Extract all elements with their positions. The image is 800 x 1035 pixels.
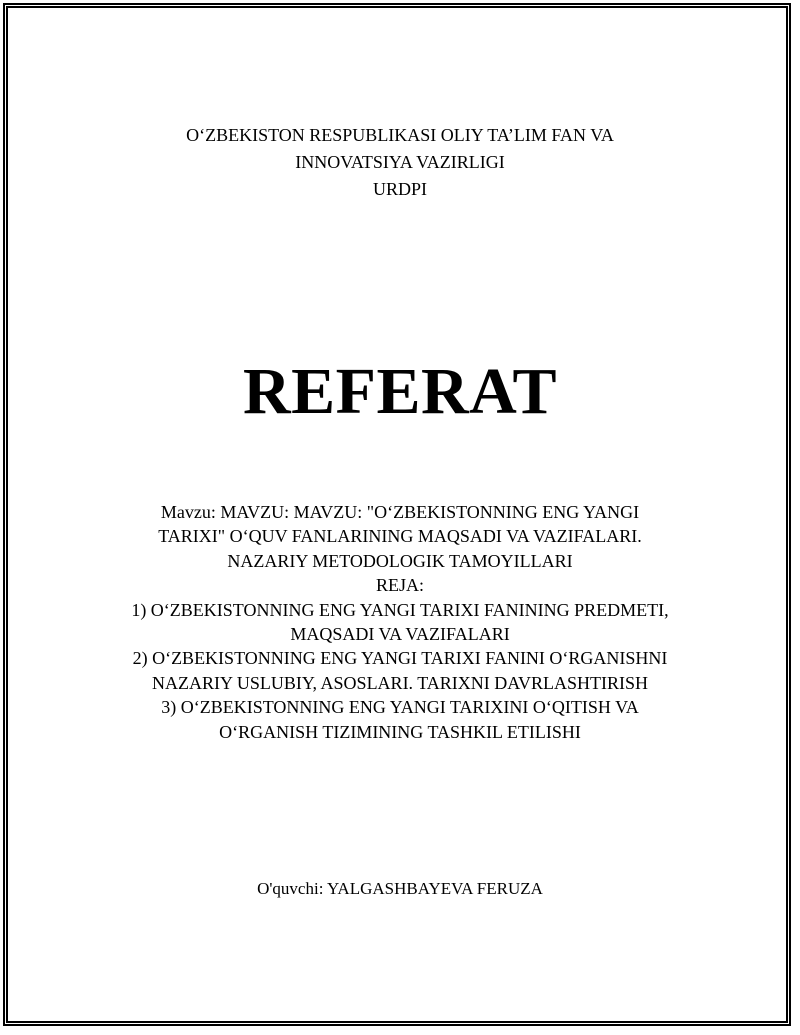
plan-item-1-line-2: MAQSADI VA VAZIFALARI: [290, 624, 510, 645]
topic-line-1: Mavzu: MAVZU: MAVZU: "O‘ZBEKISTONNING ENG YANGI: [160, 502, 640, 522]
plan-item-3-line-2: O‘RGANISH TIZIMINING TASHKIL ETILISHI: [219, 721, 581, 742]
plan-item-2-line-1: 2) O‘ZBEKISTONNING ENG YANGI TARIXI FANINI O‘RGANISHNI: [132, 648, 668, 669]
header-line-3: URDPI: [372, 179, 427, 199]
plan-item-1-line-1: 1) O‘ZBEKISTONNING ENG YANGI TARIXI FANINING PREDMETI,: [131, 599, 669, 620]
plan-item-3-line-1: 3) O‘ZBEKISTONNING ENG YANGI TARIXINI O‘QITISH VA: [161, 697, 639, 718]
plan-heading: REJA:: [375, 575, 424, 596]
header-line-2: INNOVATSIYA VAZIRLIGI: [295, 152, 505, 172]
topic-line-3: NAZARIY METODOLOGIK TAMOYILLARI: [227, 550, 573, 571]
topic-line-2: TARIXI" O‘QUV FANLARINING MAQSADI VA VAZIFALARI.: [158, 526, 642, 547]
topic-section: [0, 500, 800, 744]
header-line-1: O‘ZBEKISTON RESPUBLIKASI OLIY TA’LIM FAN VA: [186, 125, 614, 145]
institution-header: [0, 122, 800, 203]
student-name: O'quvchi: YALGASHBAYEVA FERUZA: [257, 879, 543, 898]
document-title: REFERAT: [243, 355, 557, 428]
plan-item-2-line-2: NAZARIY USLUBIY, ASOSLARI. TARIXNI DAVRLASHTIRISH: [152, 672, 648, 693]
